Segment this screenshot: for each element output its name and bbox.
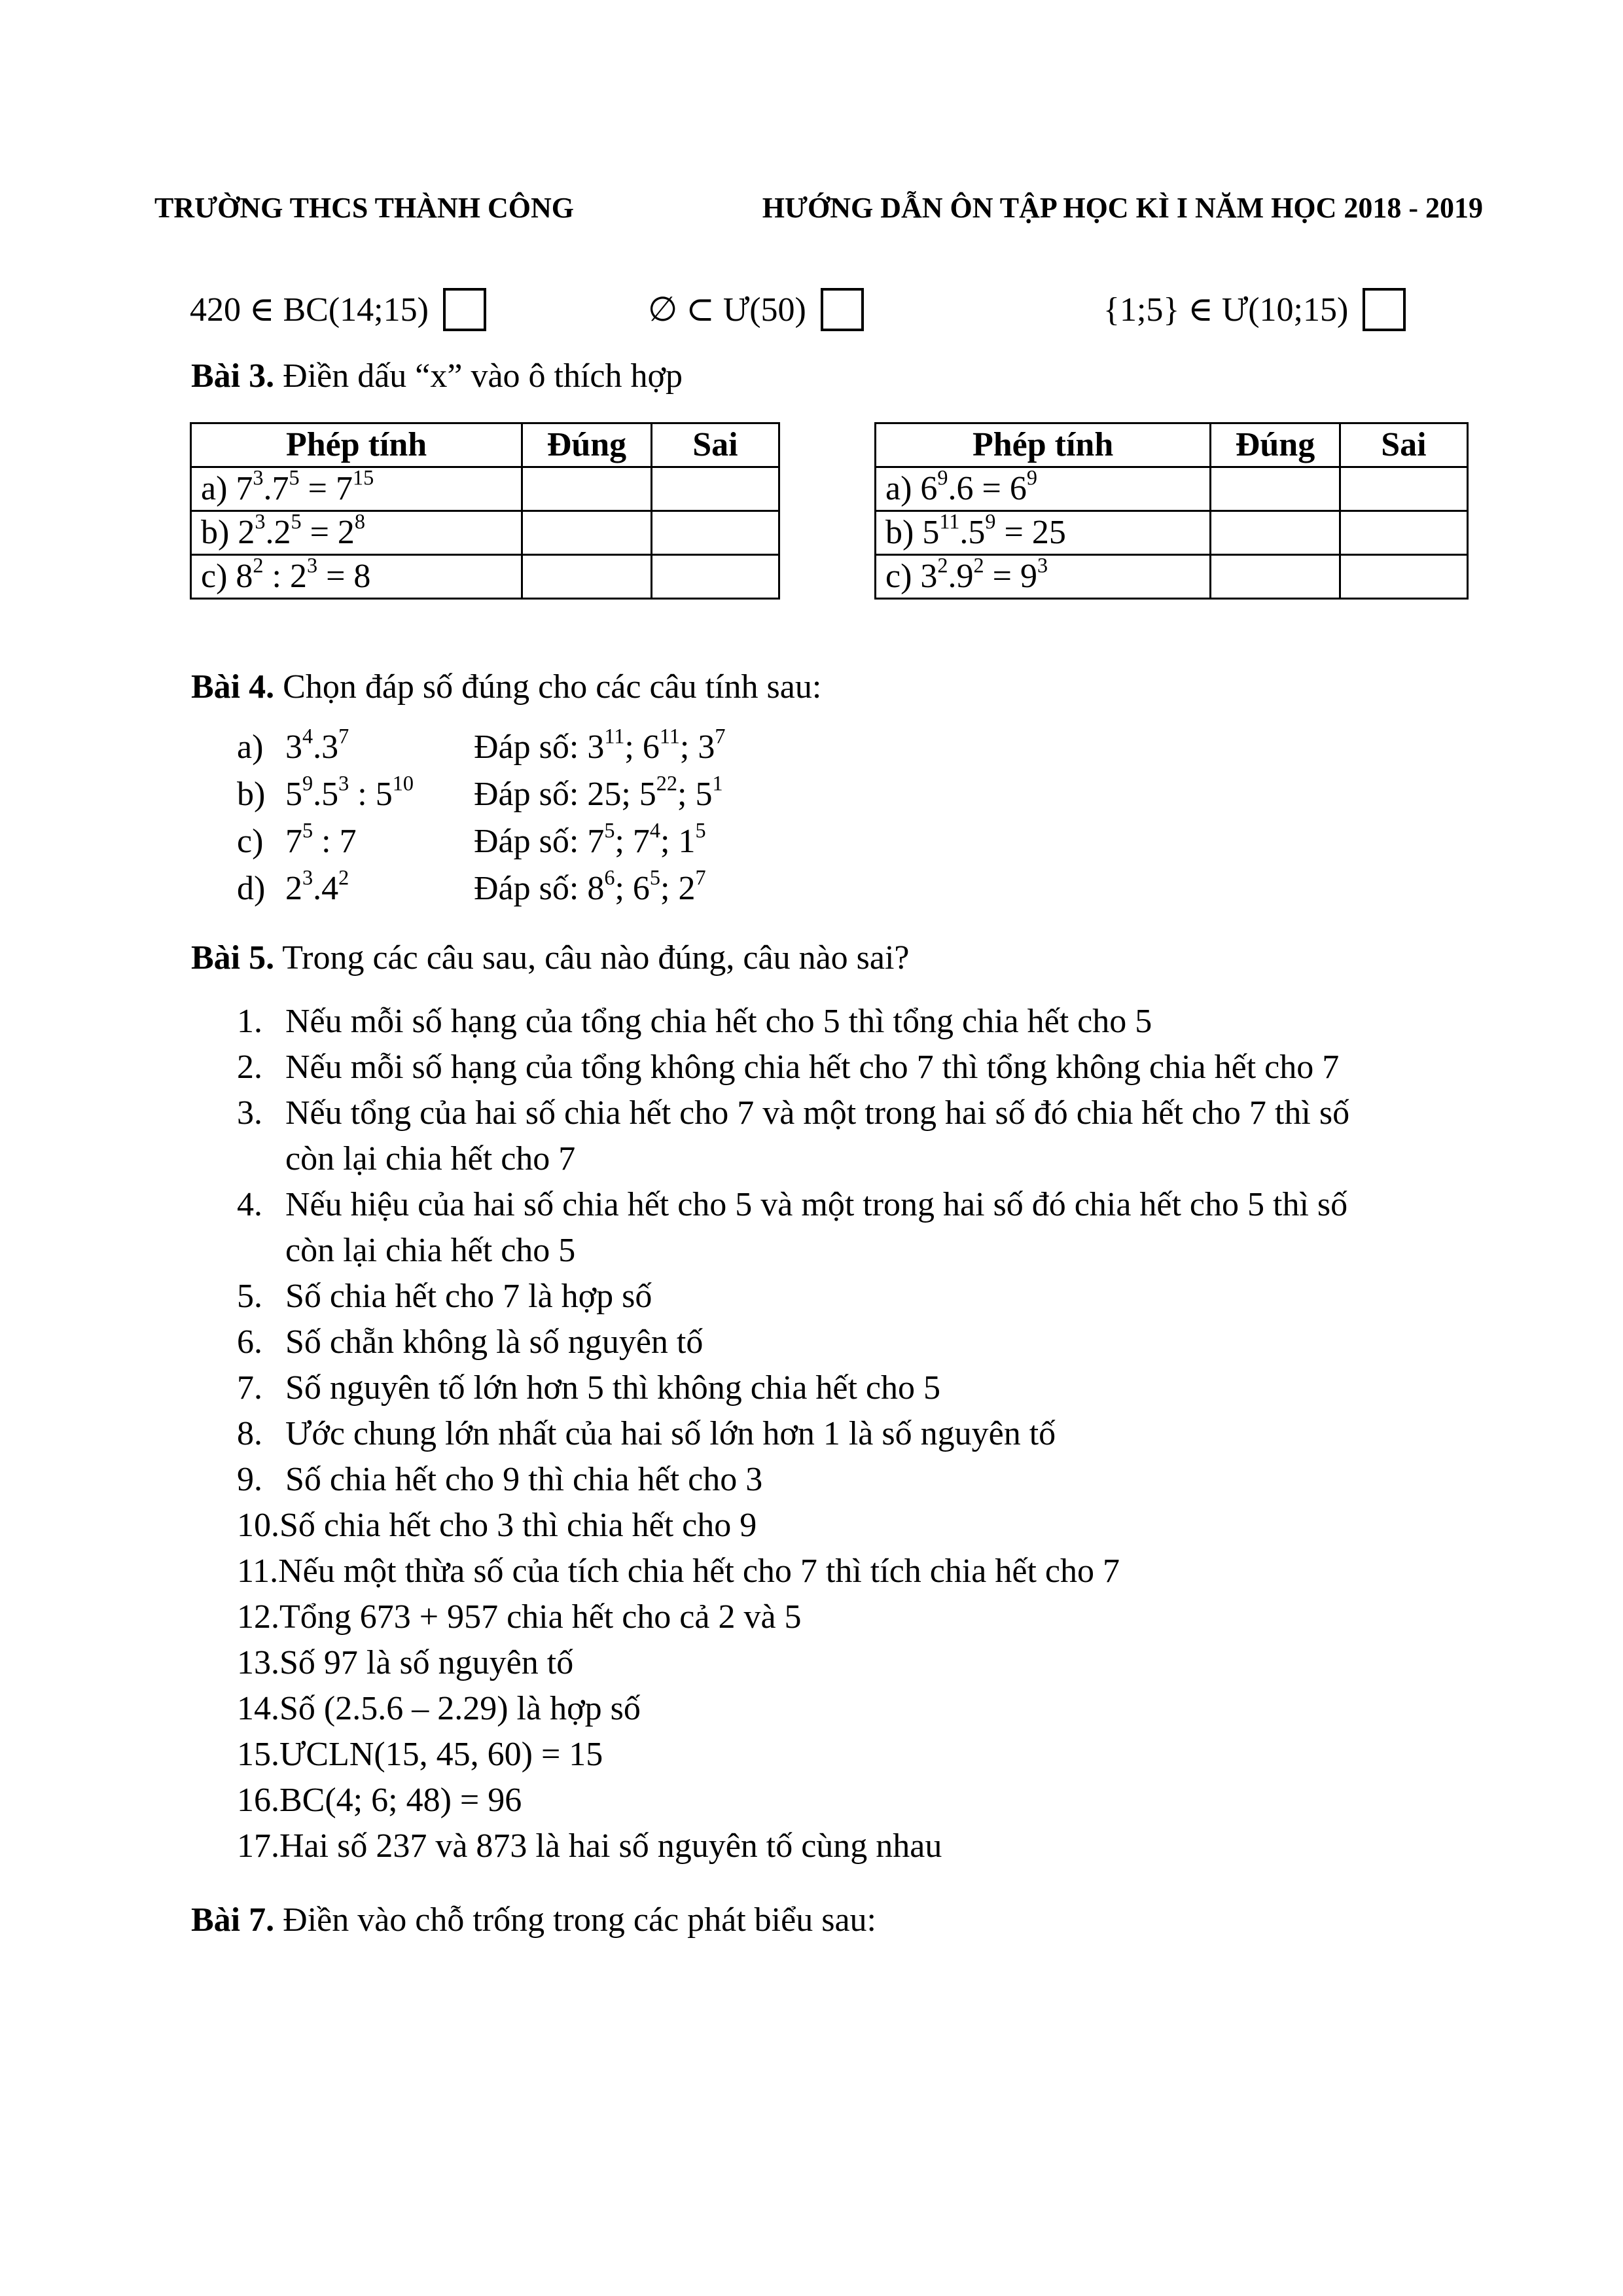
item-number: 12.: [237, 1598, 279, 1636]
document-title: HƯỚNG DẪN ÔN TẬP HỌC KÌ I NĂM HỌC 2018 - 2019: [762, 192, 1483, 224]
item-text: Hai số 237 và 873 là hai số nguyên tố cùng nhau: [279, 1827, 942, 1865]
list-item: [237, 1594, 1480, 1640]
set-statement: ∅ ⊂ Ư(50): [648, 288, 864, 331]
item-number: 2.: [237, 1049, 262, 1086]
item-number: 3.: [237, 1094, 262, 1132]
list-item: [237, 1823, 1480, 1869]
item-answers: Đáp số: 25; $5^{22}$; $5^1$: [474, 771, 723, 813]
false-answer-cell[interactable]: [651, 467, 779, 511]
set-statement: {1;5} ∈ Ư(10;15): [1103, 288, 1406, 331]
item-number: 17.: [237, 1827, 279, 1865]
table-row: [191, 467, 779, 511]
list-item: [237, 999, 1480, 1045]
item-text: BC(4; 6; 48) = 96: [279, 1782, 522, 1819]
item-text: Số 97 là số nguyên tố: [279, 1644, 574, 1681]
col-false: Sai: [651, 423, 779, 467]
item-number: 15.: [237, 1736, 279, 1773]
operation-cell: b) $2^3.2^5 = 2^8$: [191, 511, 522, 555]
table-header-row: [191, 423, 779, 467]
item-text: Nếu tổng của hai số chia hết cho 7 và một trong hai số đó chia hết cho 7 thì số: [285, 1094, 1350, 1132]
item-text: Ước chung lớn nhất của hai số lớn hơn 1 là số nguyên tố: [285, 1415, 1056, 1452]
item-text: Số chia hết cho 3 thì chia hết cho 9: [279, 1507, 757, 1544]
col-operation: Phép tính: [876, 423, 1211, 467]
true-answer-cell[interactable]: [522, 511, 652, 555]
item-text: Số (2.5.6 – 2.29) là hợp số: [279, 1690, 641, 1727]
bai5-list: [237, 999, 1480, 1869]
item-answers: Đáp số: $3^{11}$; $6^{11}$; $3^7$: [474, 724, 726, 766]
list-item: [237, 1640, 1480, 1686]
item-answers: Đáp số: $7^5$; $7^4$; $1^5$: [474, 818, 706, 860]
item-text: Tổng 673 + 957 chia hết cho cả 2 và 5: [279, 1598, 802, 1636]
item-answers: Đáp số: $8^6$; $6^5$; $2^7$: [474, 865, 706, 907]
list-item: [237, 1549, 1480, 1594]
table-row: [876, 467, 1468, 511]
bai4-text: Chọn đáp số đúng cho các câu tính sau:: [283, 668, 822, 706]
school-name: TRƯỜNG THCS THÀNH CÔNG: [154, 192, 574, 224]
false-answer-cell[interactable]: [1340, 555, 1467, 599]
item-expression: $5^9.5^3$ : $5^{10}$: [285, 771, 414, 813]
operation-cell: c) $3^2.9^2 = 9^3$: [876, 555, 1211, 599]
operation-cell: b) $5^{11}.5^9 = 25$: [876, 511, 1211, 555]
item-text: ƯCLN(15, 45, 60) = 15: [279, 1736, 603, 1773]
item-number: 14.: [237, 1690, 279, 1727]
operation-cell: a) $6^9.6 = 6^9$: [876, 467, 1211, 511]
answer-checkbox[interactable]: [1363, 288, 1406, 331]
false-answer-cell[interactable]: [1340, 511, 1467, 555]
table-row: [876, 555, 1468, 599]
answer-checkbox[interactable]: [443, 288, 486, 331]
item-text: Nếu hiệu của hai số chia hết cho 5 và một trong hai số đó chia hết cho 5 thì số: [285, 1186, 1348, 1223]
true-answer-cell[interactable]: [522, 467, 652, 511]
table-row: [191, 511, 779, 555]
item-number: 10.: [237, 1507, 279, 1544]
item-text: Số chia hết cho 7 là hợp số: [285, 1278, 652, 1315]
bai4-heading: [191, 668, 821, 706]
item-text: còn lại chia hết cho 5: [285, 1232, 576, 1269]
item-expression: $3^4.3^7$: [285, 724, 349, 766]
bai3-heading: [191, 357, 683, 395]
item-text: Nếu mỗi số hạng của tổng chia hết cho 5 thì tổng chia hết cho 5: [285, 1003, 1152, 1040]
item-number: 1.: [237, 1003, 262, 1040]
bai5-heading: [191, 939, 910, 977]
table-row: [191, 555, 779, 599]
bai5-text: Trong các câu sau, câu nào đúng, câu nào sai?: [282, 939, 910, 977]
item-number: 6.: [237, 1323, 262, 1361]
true-answer-cell[interactable]: [1211, 555, 1340, 599]
bai4-label: Bài 4.: [191, 668, 275, 706]
item-number: 9.: [237, 1461, 262, 1498]
item-text: Số nguyên tố lớn hơn 5 thì không chia hết cho 5: [285, 1369, 940, 1407]
col-true: Đúng: [1211, 423, 1340, 467]
list-item: [237, 1319, 1480, 1365]
item-number: 4.: [237, 1186, 262, 1223]
table-header-row: [876, 423, 1468, 467]
bai7-label: Bài 7.: [191, 1901, 275, 1939]
item-text: Nếu một thừa số của tích chia hết cho 7 thì tích chia hết cho 7: [278, 1552, 1120, 1590]
item-label: b): [237, 776, 266, 813]
col-false: Sai: [1340, 423, 1467, 467]
list-item: [237, 1732, 1480, 1778]
bai7-heading: [191, 1901, 876, 1939]
item-text: Số chia hết cho 9 thì chia hết cho 3: [285, 1461, 763, 1498]
list-item: [237, 1778, 1480, 1823]
list-item: [237, 1045, 1480, 1090]
true-answer-cell[interactable]: [1211, 467, 1340, 511]
item-number: 11.: [237, 1552, 279, 1590]
false-answer-cell[interactable]: [651, 511, 779, 555]
item-label: d): [237, 870, 266, 907]
item-text: còn lại chia hết cho 7: [285, 1140, 576, 1177]
list-item: [237, 1457, 1480, 1503]
item-label: a): [237, 728, 264, 766]
true-answer-cell[interactable]: [1211, 511, 1340, 555]
table-row: [876, 511, 1468, 555]
bai5-label: Bài 5.: [191, 939, 275, 977]
set-statement: 420 ∈ BC(14;15): [190, 288, 486, 331]
true-false-table-left: [190, 422, 780, 600]
list-item: [237, 1503, 1480, 1549]
item-label: c): [237, 823, 264, 860]
item-number: 5.: [237, 1278, 262, 1315]
bai3-text: Điền dấu “x” vào ô thích hợp: [283, 357, 683, 395]
list-item: [237, 1274, 1480, 1319]
operation-cell: c) $8^2$ : $2^3 = 8$: [191, 555, 522, 599]
list-item: [237, 1090, 1480, 1182]
item-expression: $7^5$ : 7: [285, 818, 357, 860]
item-text: Số chẵn không là số nguyên tố: [285, 1323, 704, 1361]
true-false-table-right: [874, 422, 1469, 600]
item-number: 8.: [237, 1415, 262, 1452]
item-number: 13.: [237, 1644, 279, 1681]
item-number: 7.: [237, 1369, 262, 1407]
bai3-label: Bài 3.: [191, 357, 275, 395]
list-item: [237, 1365, 1480, 1411]
col-true: Đúng: [522, 423, 652, 467]
false-answer-cell[interactable]: [651, 555, 779, 599]
answer-checkbox[interactable]: [821, 288, 864, 331]
true-answer-cell[interactable]: [522, 555, 652, 599]
item-number: 16.: [237, 1782, 279, 1819]
false-answer-cell[interactable]: [1340, 467, 1467, 511]
list-item: [237, 1411, 1480, 1457]
item-expression: $2^3.4^2$: [285, 865, 349, 907]
col-operation: Phép tính: [191, 423, 522, 467]
operation-cell: a) $7^3.7^5 = 7^{15}$: [191, 467, 522, 511]
item-text: Nếu mỗi số hạng của tổng không chia hết cho 7 thì tổng không chia hết cho 7: [285, 1049, 1340, 1086]
bai7-text: Điền vào chỗ trống trong các phát biểu sau:: [283, 1901, 876, 1939]
list-item: [237, 1182, 1480, 1274]
page-header: [154, 191, 1483, 224]
list-item: [237, 1686, 1480, 1732]
